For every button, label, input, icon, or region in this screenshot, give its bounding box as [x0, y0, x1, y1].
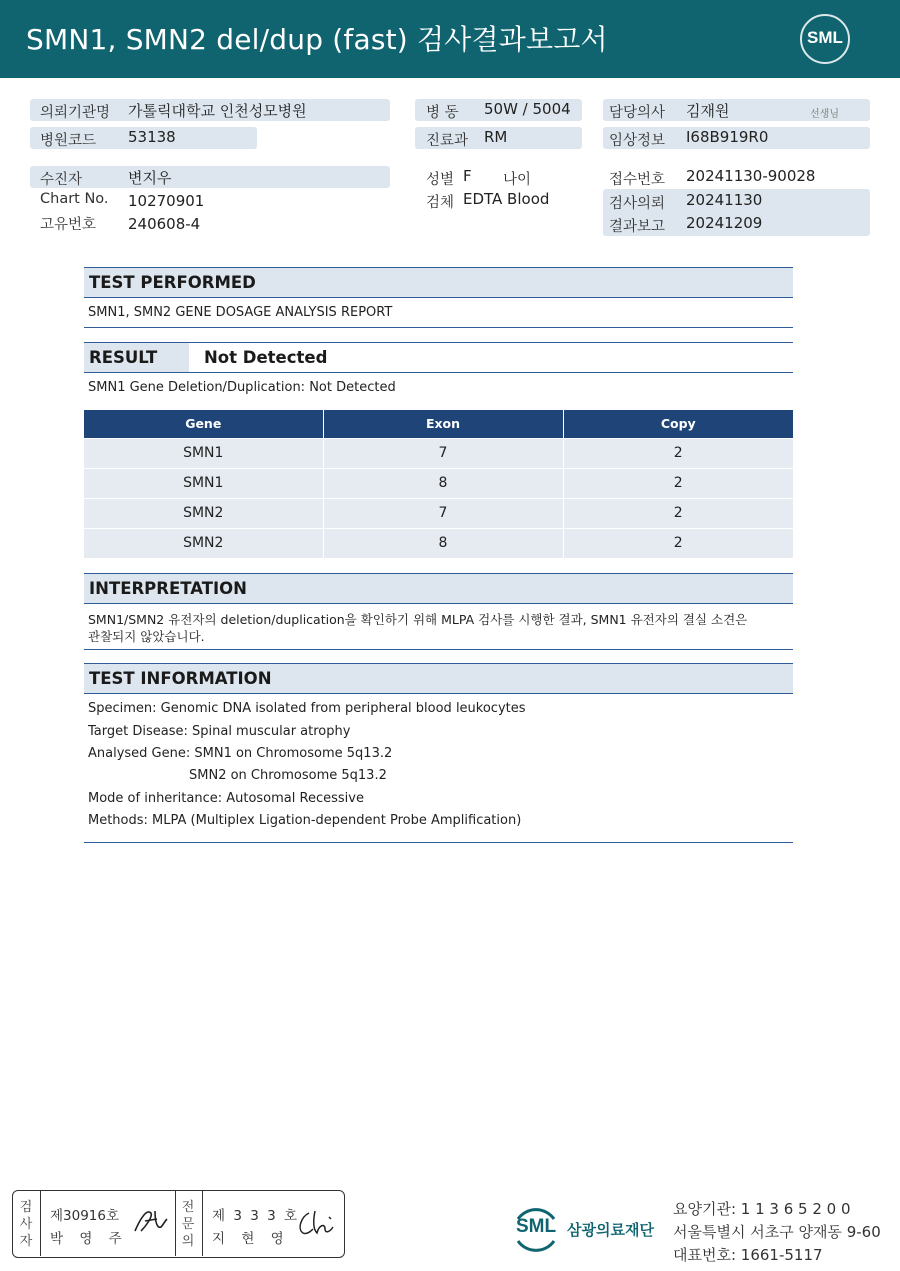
- chart-value: 10270901: [128, 192, 205, 210]
- specialist-label-char: 의: [181, 1234, 195, 1249]
- gene-table: [84, 410, 793, 558]
- institution-label: 의뢰기관명: [40, 105, 111, 121]
- receipt-value: 20241130-90028: [686, 167, 816, 185]
- test-performed-heading: [84, 267, 793, 298]
- cell-gene: SMN1: [84, 438, 323, 468]
- sex-value: F: [463, 167, 472, 185]
- clinical-value: I68B919R0: [686, 128, 769, 146]
- header-exon: Exon: [323, 410, 563, 438]
- specialist-signature: [295, 1207, 341, 1241]
- specialist-label: [180, 1199, 196, 1250]
- cell-copy: 2: [563, 438, 793, 468]
- info-target: Target Disease: Spinal muscular atrophy: [88, 724, 351, 739]
- table-row: [84, 498, 793, 528]
- hospital-code-value: 53138: [128, 128, 176, 146]
- cell-copy: 2: [563, 528, 793, 558]
- test-information-title: TEST INFORMATION: [89, 669, 272, 688]
- tester-label-char: 검: [19, 1200, 33, 1215]
- sign-divider: [175, 1191, 176, 1256]
- test-performed-title: TEST PERFORMED: [89, 273, 256, 292]
- footer-logo: [510, 1203, 562, 1255]
- result-label-cell: [84, 343, 189, 372]
- table-row: [84, 528, 793, 558]
- tester-signature: [131, 1205, 169, 1239]
- ward-label: 병 동: [426, 105, 459, 121]
- tester-license: 제30916호: [50, 1208, 120, 1224]
- footer-code: 요양기관: 1 1 3 6 5 2 0 0: [673, 1200, 851, 1218]
- unique-value: 240608-4: [128, 215, 201, 233]
- cell-copy: 2: [563, 468, 793, 498]
- sign-divider: [40, 1191, 41, 1256]
- specimen-value: EDTA Blood: [463, 190, 550, 208]
- report-header: [0, 0, 900, 78]
- ward-value: 50W / 5004: [484, 100, 571, 118]
- interpretation-heading: [84, 573, 793, 604]
- sml-logo: [800, 14, 850, 64]
- result-label: RESULT: [89, 348, 158, 367]
- report-date-label: 결과보고: [609, 219, 666, 235]
- unique-label: 고유번호: [40, 217, 97, 233]
- tester-name: 박 영 주: [50, 1231, 128, 1247]
- footer-logo-text: SML: [515, 1216, 557, 1237]
- sex-label: 성별: [426, 172, 455, 188]
- test-performed-rule: [84, 327, 793, 328]
- specialist-name: 지 현 영: [212, 1231, 290, 1247]
- result-summary: SMN1 Gene Deletion/Duplication: Not Detected: [88, 380, 396, 395]
- cell-gene: SMN2: [84, 498, 323, 528]
- interpretation-line-1: SMN1/SMN2 유전자의 deletion/duplication을 확인하기 위해 MLPA 검사를 시행한 결과, SMN1 유전자의 결실 소견은: [88, 612, 748, 627]
- dept-label: 진료과: [426, 133, 469, 149]
- info-bar-patient: [30, 166, 390, 188]
- footer-address: 서울특별시 서초구 양재동 9-60: [673, 1223, 881, 1241]
- cell-gene: SMN2: [84, 528, 323, 558]
- tester-label: [18, 1199, 34, 1250]
- cell-exon: 7: [323, 498, 563, 528]
- clinical-label: 임상정보: [609, 133, 666, 149]
- interpretation-rule: [84, 649, 793, 650]
- request-label: 검사의뢰: [609, 196, 666, 212]
- test-information-heading: [84, 663, 793, 694]
- patient-label: 수진자: [40, 172, 83, 188]
- age-label: 나이: [503, 172, 532, 188]
- request-value: 20241130: [686, 191, 763, 209]
- info-inheritance: Mode of inheritance: Autosomal Recessive: [88, 791, 364, 806]
- specialist-label-char: 전: [181, 1200, 195, 1215]
- specialist-license: 제 3 3 3 호: [212, 1208, 300, 1224]
- tester-label-char: 자: [19, 1234, 33, 1249]
- dept-value: RM: [484, 128, 508, 146]
- info-specimen: Specimen: Genomic DNA isolated from peripheral blood leukocytes: [88, 701, 526, 716]
- test-information-rule: [84, 842, 793, 843]
- cell-exon: 7: [323, 438, 563, 468]
- cell-copy: 2: [563, 498, 793, 528]
- interpretation-line-2: 관찰되지 않았습니다.: [88, 629, 205, 644]
- header-copy: Copy: [563, 410, 793, 438]
- hospital-code-label: 병원코드: [40, 133, 97, 149]
- specialist-label-char: 문: [181, 1217, 195, 1232]
- cell-exon: 8: [323, 468, 563, 498]
- info-analysed-1: Analysed Gene: SMN1 on Chromosome 5q13.2: [88, 746, 393, 761]
- result-value: Not Detected: [204, 348, 328, 367]
- report-date-value: 20241209: [686, 214, 763, 232]
- logo-text: SML: [807, 28, 843, 47]
- doctor-value: 김재원: [686, 102, 730, 120]
- chart-label: Chart No.: [40, 191, 109, 207]
- gene-table-header-row: [84, 410, 793, 438]
- specimen-label: 검체: [426, 195, 455, 211]
- doctor-suffix: 선생님: [810, 109, 839, 120]
- tester-label-char: 사: [19, 1217, 33, 1232]
- report-title: SMN1, SMN2 del/dup (fast) 검사결과보고서: [26, 23, 608, 56]
- patient-value: 변지우: [128, 169, 172, 187]
- receipt-label: 접수번호: [609, 172, 666, 188]
- table-row: [84, 468, 793, 498]
- table-row: [84, 438, 793, 468]
- institution-value: 가톨릭대학교 인천성모병원: [128, 102, 307, 120]
- test-performed-text: SMN1, SMN2 GENE DOSAGE ANALYSIS REPORT: [88, 305, 393, 320]
- footer-org-name: 삼광의료재단: [567, 1221, 654, 1239]
- info-methods: Methods: MLPA (Multiplex Ligation-dependent Probe Amplification): [88, 813, 522, 828]
- header-gene: Gene: [84, 410, 323, 438]
- doctor-label: 담당의사: [609, 105, 666, 121]
- sign-divider: [202, 1191, 203, 1256]
- info-analysed-2: SMN2 on Chromosome 5q13.2: [189, 768, 387, 783]
- cell-exon: 8: [323, 528, 563, 558]
- result-heading: [84, 342, 793, 373]
- interpretation-title: INTERPRETATION: [89, 579, 247, 598]
- signature-box: [12, 1190, 345, 1258]
- footer-phone: 대표번호: 1661-5117: [673, 1246, 823, 1264]
- cell-gene: SMN1: [84, 468, 323, 498]
